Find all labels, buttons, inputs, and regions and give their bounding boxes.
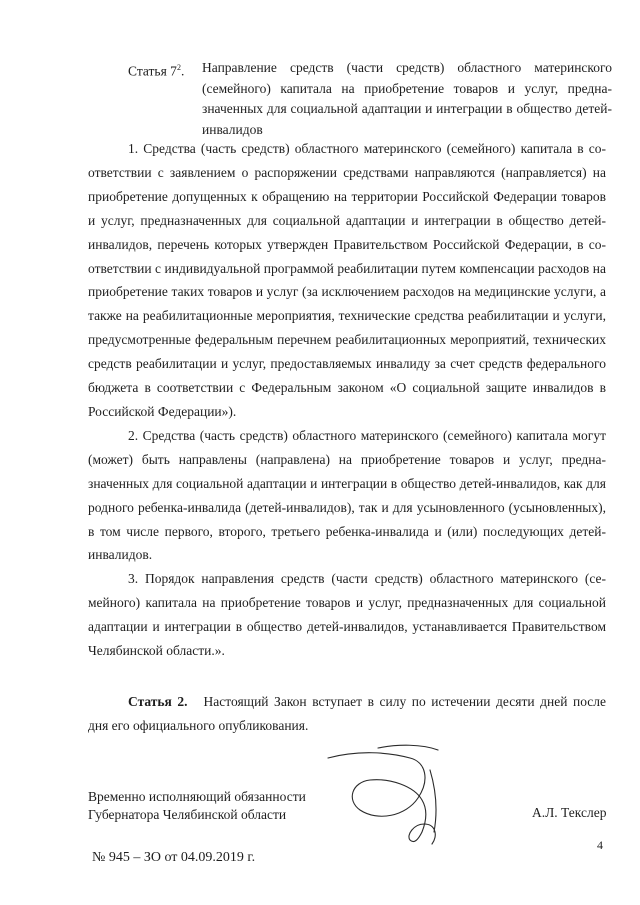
signatory-role-line-1: Временно исполняющий обязанности — [88, 789, 306, 804]
article-7-2-header — [128, 58, 612, 140]
signatory-name: А.Л. Текслер — [532, 805, 607, 820]
signatory-role-line-2: Губернатора Челябинской области — [88, 807, 287, 822]
signatory-role — [88, 788, 306, 824]
article-label-superscript: 2 — [176, 63, 181, 72]
article-label-suffix: . — [180, 63, 185, 79]
page-number: 4 — [597, 838, 603, 852]
paragraph-3: 3. Порядок направления средств (части средств) областного материнского (семейного) капитала на приобретение товаров и услуг, предназначенных для социальной адаптации и интеграции в общество детей-инвалидов, устанавливается Правительством Челябинской области.». — [88, 571, 606, 659]
law-number: № 945 – ЗО от 04.09.2019 г. — [92, 850, 256, 865]
article-label-text: Статья 7 — [128, 63, 177, 79]
article-7-2-title: Направление средств (части средств) областного материнского (семейного) капитала на приобретение товаров и услуг, предназначенных для социальной адаптации и интеграции в общество детей-инвалидов — [202, 60, 612, 137]
article-2 — [88, 690, 606, 738]
article-2-label: Статья 2. — [128, 694, 188, 709]
article-7-2-label — [128, 58, 202, 140]
article-7-2-body — [88, 137, 606, 663]
handwritten-signature — [318, 740, 468, 850]
paragraph-1: 1. Средства (часть средств) областного материнского (семейного) капитала в соответствии с заявлением о распоряжении средствами направляются (направляется) на приобретение допущенных к обращению на территории Российской Федерации товаров и услуг, предназначенных для социальной адаптации и интеграции в общество детей-инвалидов, перечень которых утвержден Правительством Российской Федерации, в соответствии с индивидуальной программой реабилитации путем компенсации расходов на приобретение таких товаров и услуг (за исключением расходов на медицинские услуги, а также на реабилитационные мероприятия, технические средства реабилитации и услуги, предусмотренные федеральным перечнем реабилитационных мероприятий, технических средств реабилитации и услуг, предоставляемых инвалиду за счет средств федерального бюджета в соответствии с Федеральным законом «О социальной защите инвалидов в Российской Федерации»). — [88, 141, 606, 419]
article-2-text: Настоящий Закон вступает в силу по истечении десяти дней после дня его официального опубликования. — [88, 694, 606, 733]
paragraph-2: 2. Средства (часть средств) областного материнского (семейного) капитала могут (может) быть направлены (направлена) на приобретение товаров и услуг, предназначенных для социальной адаптации и интеграции в общество детей-инвалидов, как для родного ребенка-инвалида (детей-инвалидов), так и для усыновленного (усыновленных), в том числе первого, второго, третьего ребенка-инвалида и (или) последующих детей-инвалидов. — [88, 427, 606, 563]
